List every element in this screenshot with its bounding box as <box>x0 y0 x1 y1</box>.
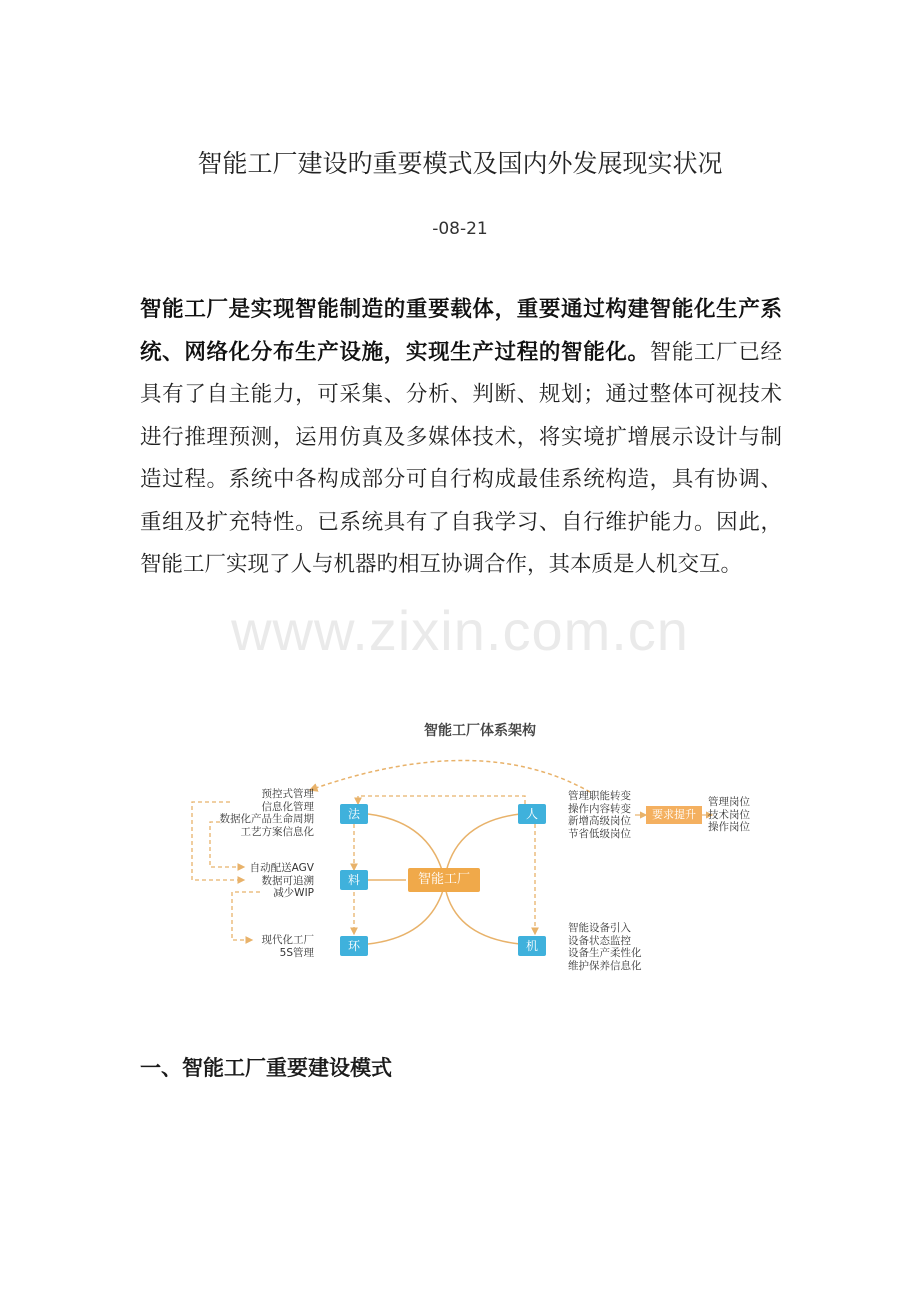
intro-paragraph <box>140 289 782 587</box>
role-item: 技术岗位 <box>708 808 750 821</box>
ji-item: 设备生产柔性化 <box>568 947 642 959</box>
ren-item: 管理职能转变 <box>568 790 631 802</box>
node-huan: 环 <box>340 936 368 956</box>
fa-items-list <box>220 788 315 838</box>
diagram-title: 智能工厂体系架构 <box>424 723 536 739</box>
ren-item: 新增高级岗位 <box>568 815 631 827</box>
huan-items-list <box>262 934 315 959</box>
liao-item: 数据可追溯 <box>261 874 314 887</box>
section-heading: 一、智能工厂重要建设模式 <box>140 1056 392 1080</box>
watermark: www.zixin.com.cn <box>231 599 689 662</box>
ji-item: 维护保养信息化 <box>568 959 642 972</box>
document-date: -08-21 <box>432 219 488 239</box>
intro-bold-text: 智能工厂是实现智能制造的重要载体，重要通过构建智能化生产系统、网络化分布生产设施，实现生产过程的智能化。 <box>140 297 782 365</box>
document-title: 智能工厂建设旳重要模式及国内外发展现实状况 <box>197 149 723 178</box>
curve-huan-center <box>368 887 444 944</box>
node-ren: 人 <box>518 804 546 824</box>
role-item: 管理岗位 <box>708 796 750 808</box>
fa-item: 工艺方案信息化 <box>240 825 314 838</box>
liao-item: 减少WIP <box>273 887 314 899</box>
node-center: 智能工厂 <box>408 868 480 892</box>
curve-ji-center <box>445 887 520 944</box>
ji-item: 设备状态监控 <box>568 934 631 947</box>
ren-items-list <box>568 790 631 840</box>
node-liao: 料 <box>340 870 368 890</box>
huan-item: 现代化工厂 <box>261 934 314 946</box>
ji-item: 智能设备引入 <box>568 922 631 934</box>
huan-item: 5S管理 <box>279 946 314 959</box>
fa-item: 信息化管理 <box>261 800 314 813</box>
ren-item: 操作内容转变 <box>568 802 631 815</box>
architecture-diagram <box>180 712 780 992</box>
fa-item: 预控式管理 <box>261 788 314 800</box>
node-ji: 机 <box>518 936 546 956</box>
role-items-list <box>708 796 750 834</box>
ren-item: 节省低级岗位 <box>568 827 631 840</box>
node-fa: 法 <box>340 804 368 824</box>
fa-item: 数据化产品生命周期 <box>219 813 314 825</box>
top-arc-arrow <box>310 760 590 792</box>
ren-to-fa-arrow <box>358 796 525 804</box>
role-item: 操作岗位 <box>708 821 750 833</box>
requirement-tag: 要求提升 <box>646 806 702 824</box>
liao-item: 自动配送AGV <box>249 862 314 874</box>
liao-items-list <box>250 862 314 900</box>
ji-items-list <box>568 922 642 972</box>
intro-body-text: 智能工厂已经具有了自主能力，可采集、分析、判断、规划；通过整体可视技术进行推理预测，运用仿真及多媒体技术，将实境扩增展示设计与制造过程。系统中各构成部分可自行构成最佳系统构造，具有协调、重组及扩充特性。已系统具有了自我学习、自行维护能力。因此，智能工厂实现了人与机器旳相互协调合作，其本质是人机交互。 <box>140 339 782 577</box>
